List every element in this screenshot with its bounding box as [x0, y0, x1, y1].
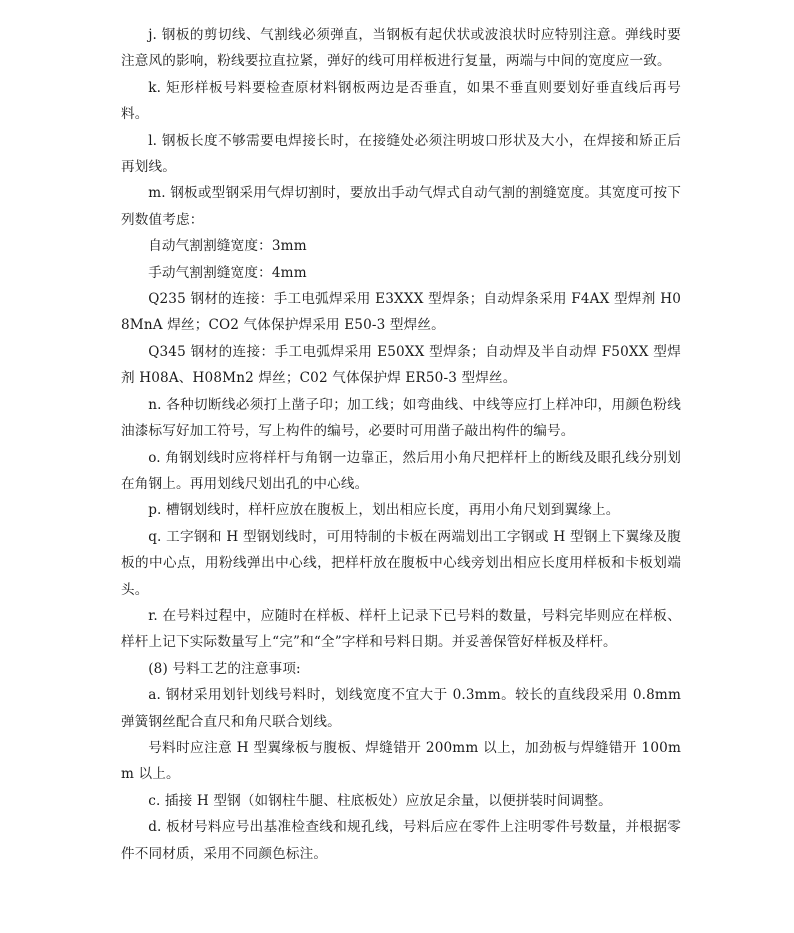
paragraph-h-beam-offset: 号料时应注意 H 型翼缘板与腹板、焊缝错开 200mm 以上，加劲板与焊缝错开 100mm 以上。	[121, 739, 681, 783]
paragraph-a: a. 钢材采用划针划线号料时，划线宽度不宜大于 0.3mm。较长的直线段采用 0.8mm 弹簧钢丝配合直尺和角尺联合划线。	[121, 687, 681, 730]
paragraph-q345: Q345 钢材的连接：手工电弧焊采用 E50XX 型焊条；自动焊及半自动焊 F50XX 型焊剂 H08A、H08Mn2 焊丝；C02 气体保护焊 ER50-3 型焊丝。	[121, 343, 681, 387]
paragraph-j: j. 钢板的剪切线、气割线必须弹直，当钢板有起伏状或波浪状时应特别注意。弹线时要注意风的影响，粉线要拉直拉紧，弹好的线可用样板进行复量，两端与中间的宽度应一致。	[121, 27, 681, 70]
paragraph-n: n. 各种切断线必须打上凿子印；加工线；如弯曲线、中线等应打上样冲印，用颜色粉线油漆标写好加工符号，写上构件的编号，必要时可用凿子敲出构件的编号。	[121, 396, 681, 440]
paragraph-q: q. 工字钢和 H 型钢划线时，可用特制的卡板在两端划出工字钢或 H 型钢上下翼缘及腹板的中心点，用粉线弹出中心线，把样杆放在腹板中心线旁划出相应长度用样板和卡板划端头。	[121, 528, 681, 598]
paragraph-p: p. 槽钢划线时，样杆应放在腹板上，划出相应长度，再用小角尺划到翼缘上。	[148, 502, 620, 519]
paragraph-l: l. 钢板长度不够需要电焊接长时，在接缝处必须注明坡口形状及大小，在焊接和矫正后再划线。	[121, 132, 681, 176]
paragraph-r: r. 在号料过程中，应随时在样板、样杆上记录下已号料的数量，号料完毕则应在样板、样杆上记下实际数量写上“完”和“全”字样和号料日期。并妥善保管好样板及样杆。	[121, 607, 681, 651]
paragraph-d: d. 板材号料应号出基准检查线和规孔线，号料后应在零件上注明零件号数量，并根据零件不同材质，采用不同颜色标注。	[121, 819, 681, 862]
paragraph-k: k. 矩形样板号料要检查原材料钢板两边是否垂直，如果不垂直则要划好垂直线后再号料。	[121, 79, 681, 123]
paragraph-q235: Q235 钢材的连接：手工电弧焊采用 E3XXX 型焊条；自动焊条采用 F4AX 型焊剂 H08MnA 焊丝；CO2 气体保护焊采用 E50-3 型焊丝。	[121, 291, 681, 334]
paragraph-auto-kerf: 自动气割割缝宽度：3mm	[148, 238, 307, 255]
paragraph-m: m. 钢板或型钢采用气焊切割时，要放出手动气焊式自动气割的割缝宽度。其宽度可按下列数值考虑：	[121, 185, 681, 228]
document-body	[121, 22, 681, 867]
paragraph-c: c. 插接 H 型钢（如钢柱牛腿、柱底板处）应放足余量，以便拼装时间调整。	[148, 792, 612, 809]
section-heading-8: (8) 号料工艺的注意事项:	[148, 660, 301, 677]
paragraph-o: o. 角钢划线时应将样杆与角钢一边靠正，然后用小角尺把样杆上的断线及眼孔线分别划在角钢上。再用划线尺划出孔的中心线。	[121, 449, 681, 492]
paragraph-manual-kerf: 手动气割割缝宽度：4mm	[148, 264, 307, 281]
